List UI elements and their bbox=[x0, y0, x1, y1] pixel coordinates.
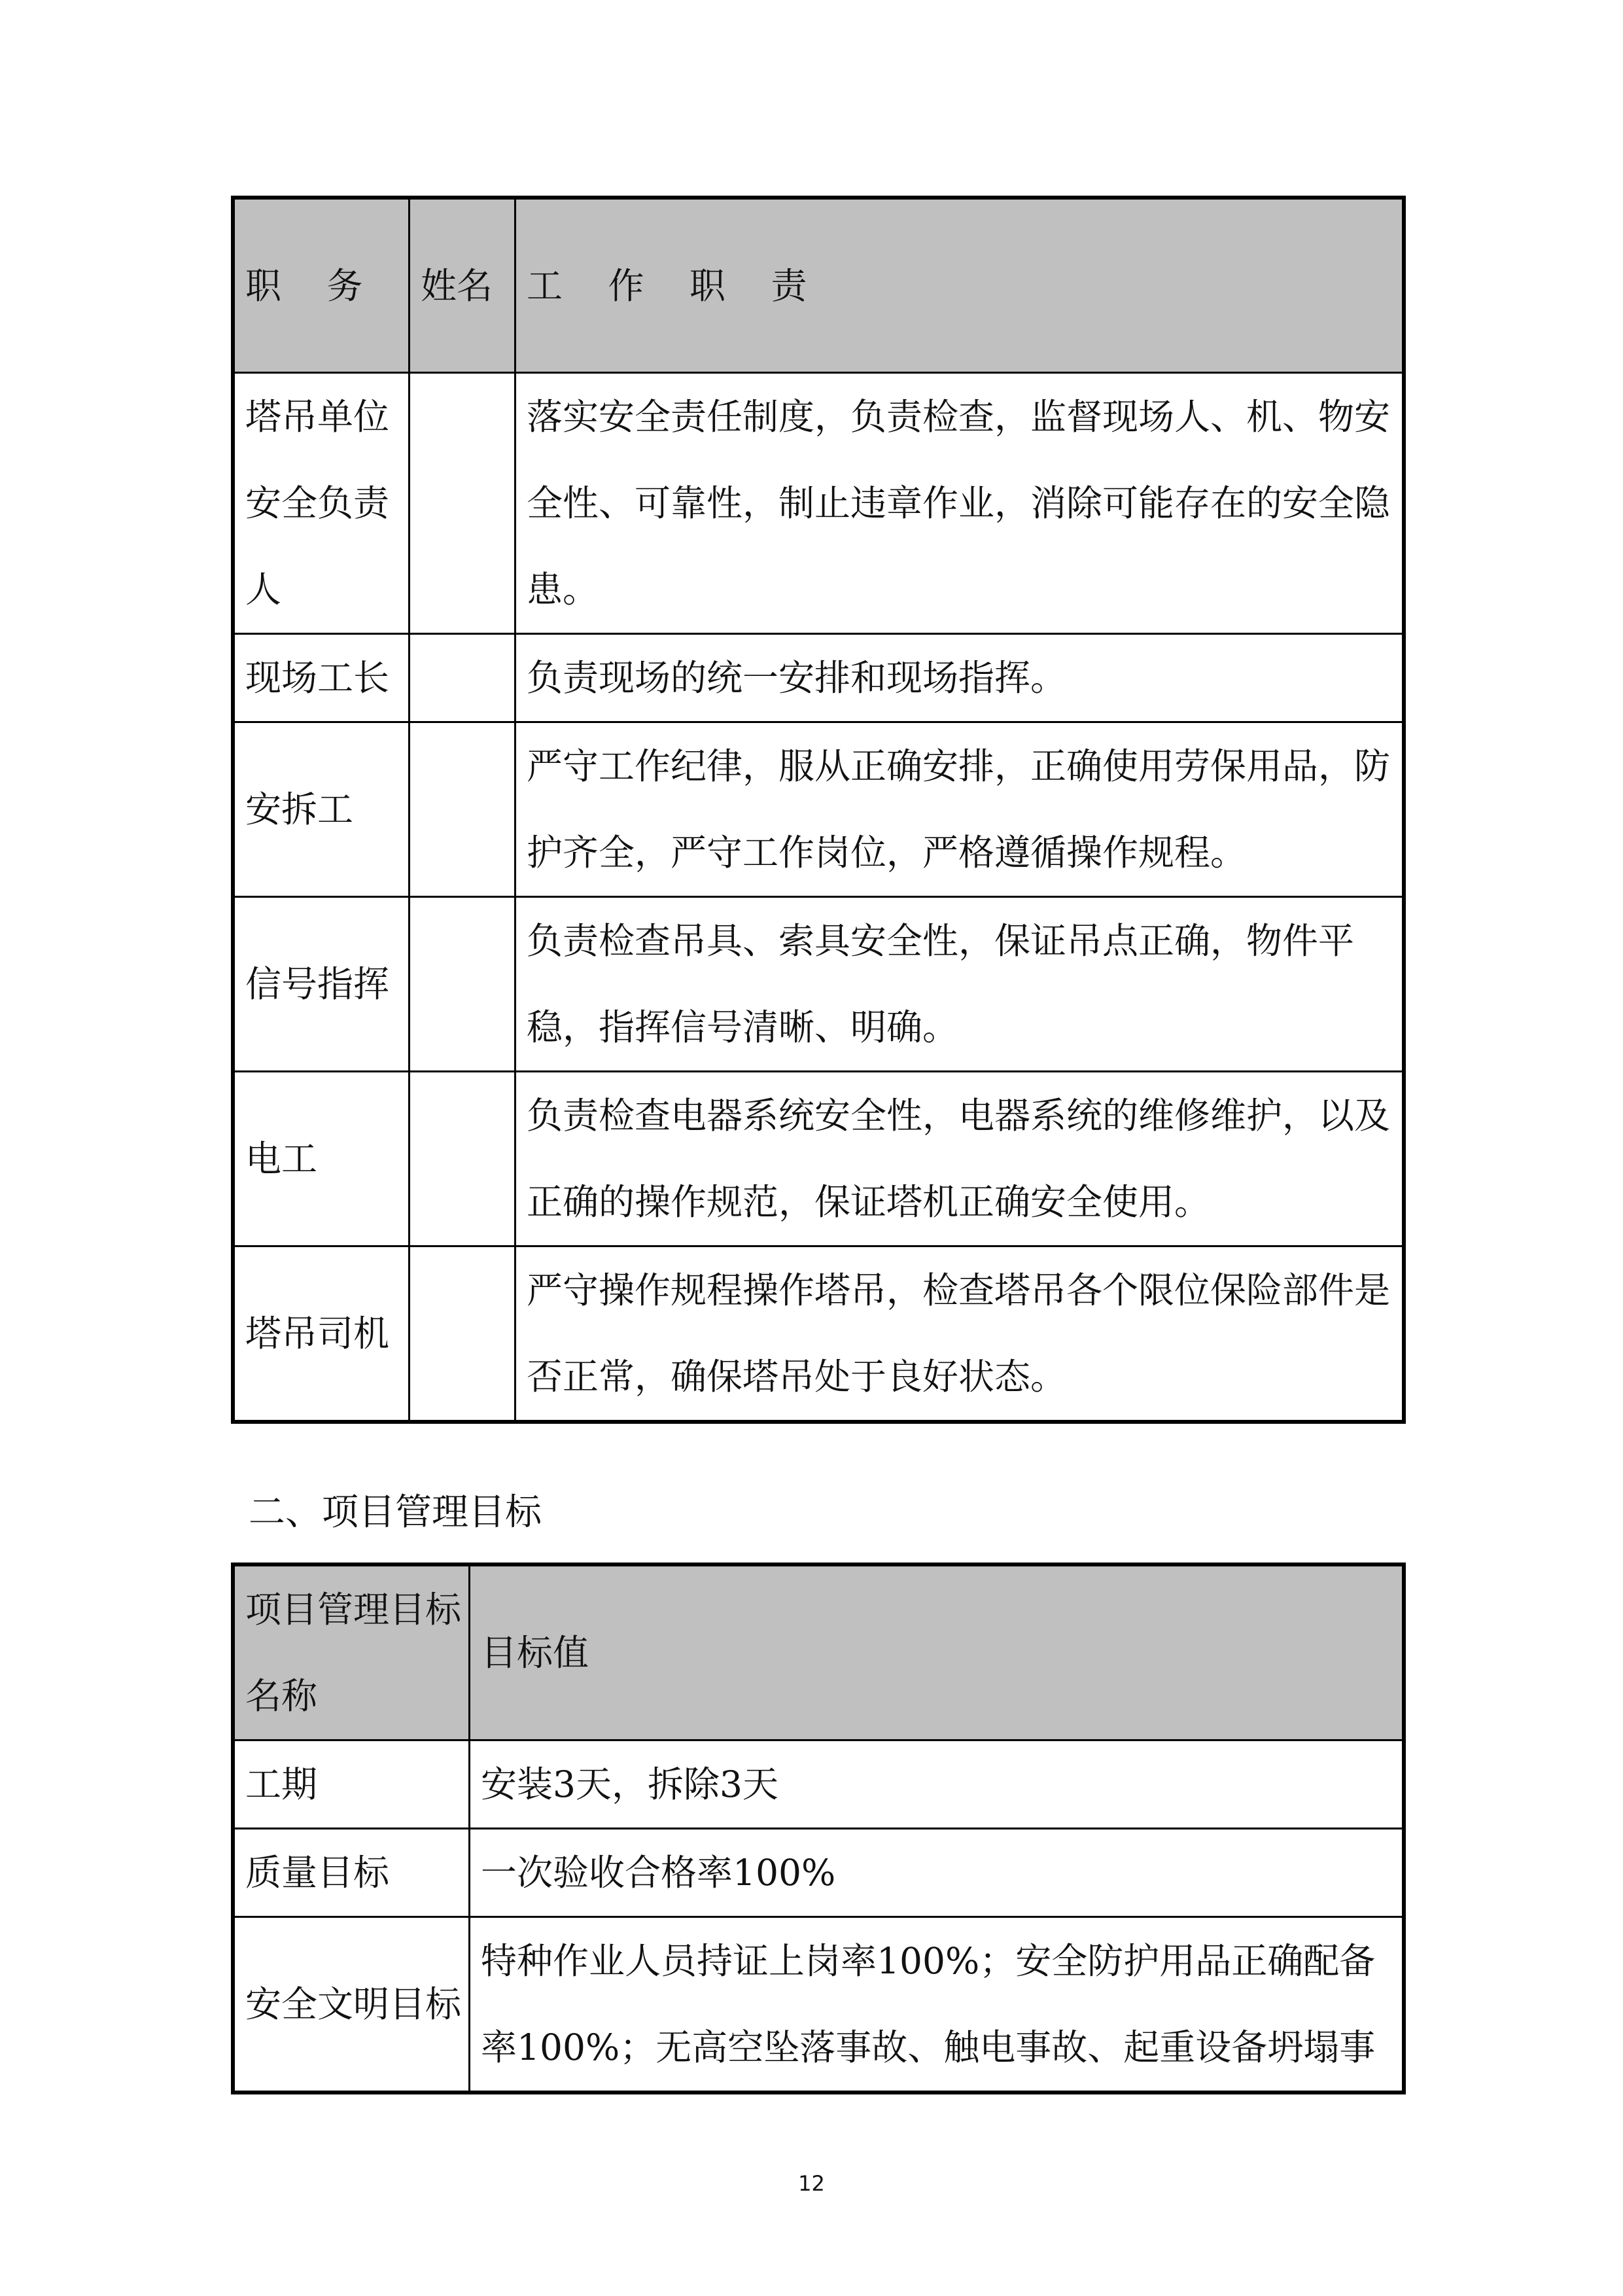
duties-cell: 严守工作纪律，服从正确安排，正确使用劳保用品，防护齐全，严守工作岗位，严格遵循操作规程。 bbox=[515, 722, 1403, 897]
goals-table-header-row bbox=[234, 1566, 1403, 1740]
target-value-cell: 特种作业人员持证上岗率100%；安全防护用品正确配备率100%；无高空坠落事故、触电事故、起重设备坍塌事 bbox=[470, 1917, 1403, 2092]
section-heading: 二、项目管理目标 bbox=[249, 1491, 542, 1534]
target-value-cell: 安装3天，拆除3天 bbox=[470, 1740, 1403, 1829]
table-row bbox=[234, 1917, 1403, 2092]
duty-table bbox=[233, 198, 1404, 1422]
duty-table-header-row bbox=[234, 199, 1403, 373]
table-row bbox=[234, 1246, 1403, 1421]
position-cell: 塔吊单位安全负责人 bbox=[234, 373, 410, 634]
table-row bbox=[234, 897, 1403, 1072]
target-value-cell: 一次验收合格率100% bbox=[470, 1829, 1403, 1917]
table-row bbox=[234, 634, 1403, 722]
header-position: 职 务 bbox=[234, 199, 410, 373]
duties-cell: 落实安全责任制度，负责检查，监督现场人、机、物安全性、可靠性，制止违章作业，消除可能存在的安全隐患。 bbox=[515, 373, 1403, 634]
table-row bbox=[234, 1740, 1403, 1829]
table-row bbox=[234, 1829, 1403, 1917]
header-target-value: 目标值 bbox=[470, 1566, 1403, 1740]
position-cell: 安拆工 bbox=[234, 722, 410, 897]
header-duties: 工 作 职 责 bbox=[515, 199, 1403, 373]
duties-cell: 负责检查电器系统安全性，电器系统的维修维护，以及正确的操作规范，保证塔机正确安全使用。 bbox=[515, 1072, 1403, 1246]
name-cell bbox=[410, 722, 515, 897]
table-row bbox=[234, 373, 1403, 634]
page-number: 12 bbox=[798, 2171, 825, 2196]
position-cell: 现场工长 bbox=[234, 634, 410, 722]
position-cell: 电工 bbox=[234, 1072, 410, 1246]
header-name: 姓名 bbox=[410, 199, 515, 373]
name-cell bbox=[410, 897, 515, 1072]
table-row bbox=[234, 722, 1403, 897]
goal-name-cell: 质量目标 bbox=[234, 1829, 470, 1917]
name-cell bbox=[410, 634, 515, 722]
duties-cell: 负责检查吊具、索具安全性，保证吊点正确，物件平稳，指挥信号清晰、明确。 bbox=[515, 897, 1403, 1072]
header-goal-name: 项目管理目标名称 bbox=[234, 1566, 470, 1740]
position-cell: 信号指挥 bbox=[234, 897, 410, 1072]
duties-cell: 严守操作规程操作塔吊，检查塔吊各个限位保险部件是否正常，确保塔吊处于良好状态。 bbox=[515, 1246, 1403, 1421]
goals-table bbox=[233, 1564, 1404, 2093]
name-cell bbox=[410, 1072, 515, 1246]
table-row bbox=[234, 1072, 1403, 1246]
position-cell: 塔吊司机 bbox=[234, 1246, 410, 1421]
name-cell bbox=[410, 1246, 515, 1421]
goal-name-cell: 安全文明目标 bbox=[234, 1917, 470, 2092]
name-cell bbox=[410, 373, 515, 634]
goal-name-cell: 工期 bbox=[234, 1740, 470, 1829]
duties-cell: 负责现场的统一安排和现场指挥。 bbox=[515, 634, 1403, 722]
